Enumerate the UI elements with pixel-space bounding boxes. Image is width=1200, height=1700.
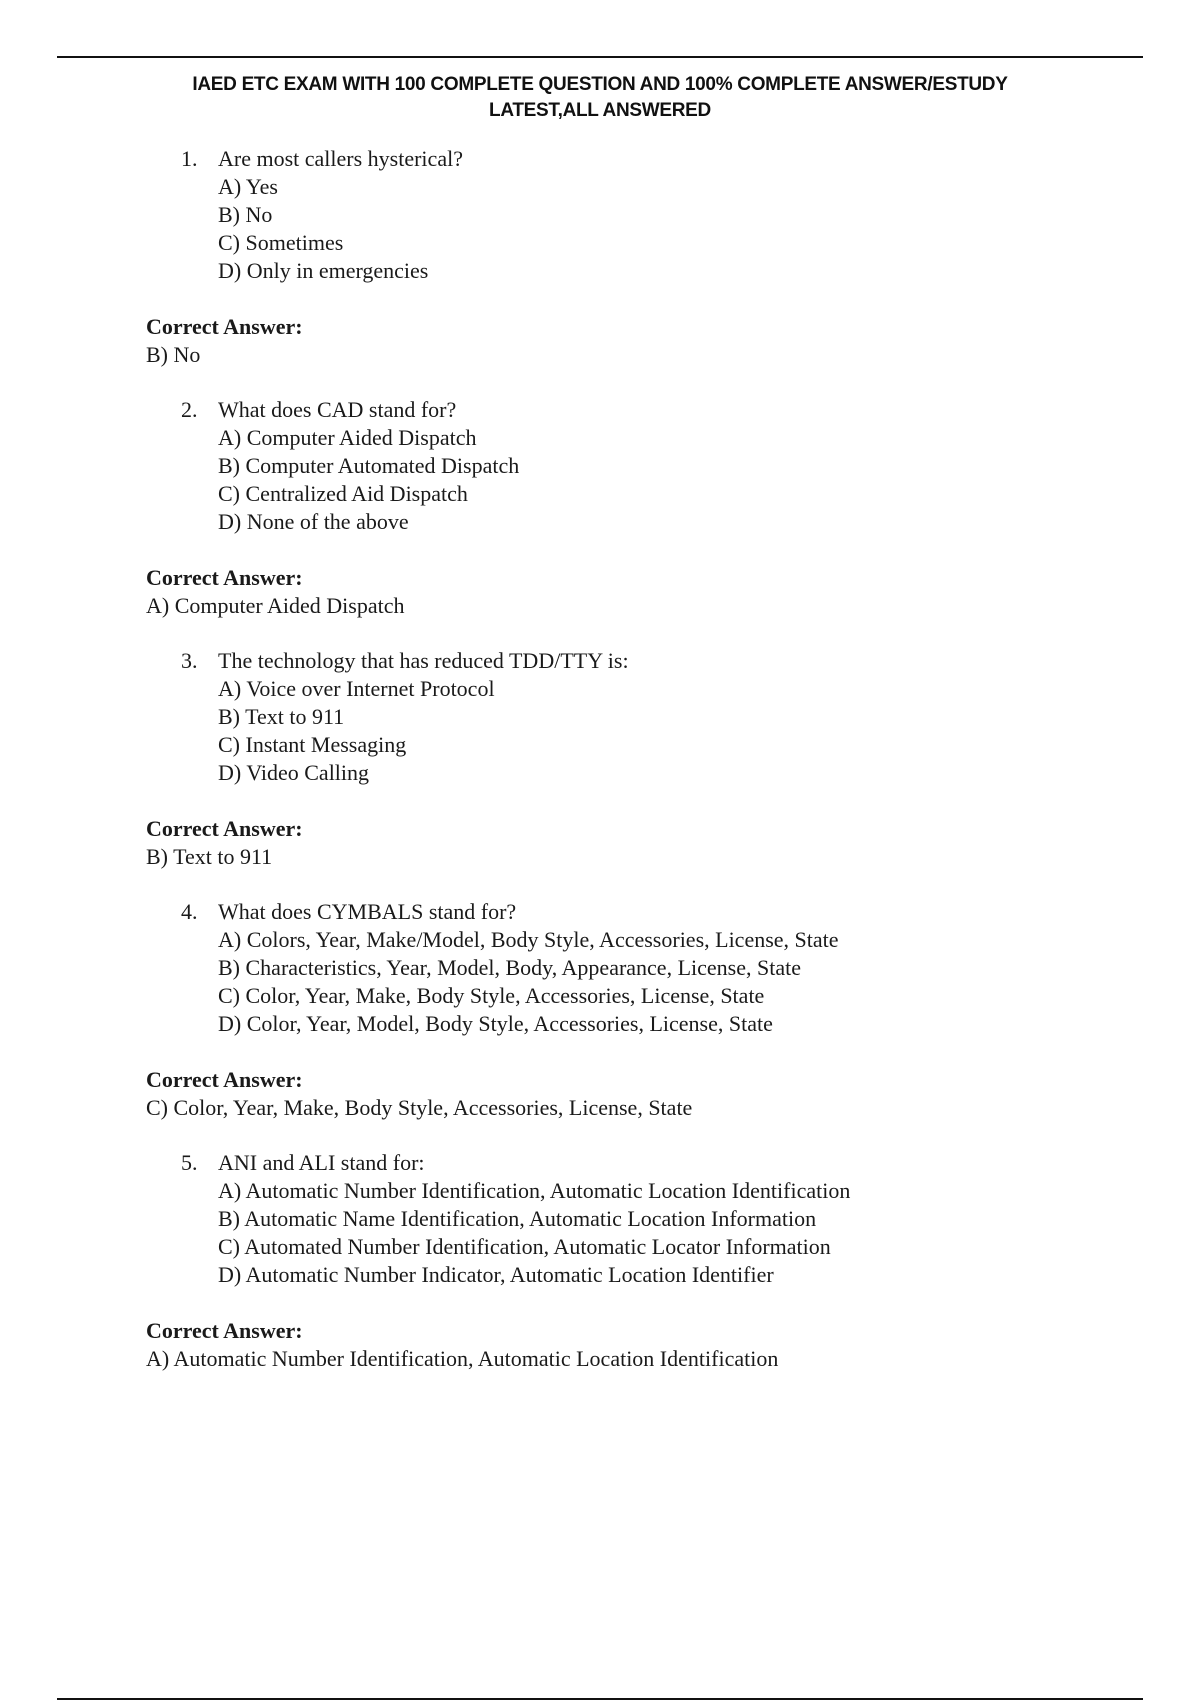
question-text: Are most callers hysterical? bbox=[218, 146, 463, 171]
question-1 bbox=[0, 145, 1200, 173]
correct-answer: C) Color, Year, Make, Body Style, Accessories, License, State bbox=[146, 1095, 693, 1120]
option-d: D) Video Calling bbox=[218, 760, 370, 785]
question-number: 2. bbox=[181, 397, 198, 422]
top-rule bbox=[57, 56, 1143, 58]
question-text: What does CAD stand for? bbox=[218, 397, 457, 422]
question-block-1 bbox=[0, 145, 1200, 369]
correct-answer: A) Computer Aided Dispatch bbox=[146, 593, 405, 618]
option-list bbox=[0, 424, 1200, 536]
option-c: C) Color, Year, Make, Body Style, Accessories, License, State bbox=[218, 983, 765, 1008]
option-b: B) No bbox=[218, 202, 273, 227]
option-list bbox=[0, 1177, 1200, 1289]
question-2 bbox=[0, 396, 1200, 424]
correct-answer-heading: Correct Answer: bbox=[146, 565, 303, 590]
question-number: 5. bbox=[181, 1150, 198, 1175]
option-c: C) Instant Messaging bbox=[218, 732, 407, 757]
question-number: 4. bbox=[181, 899, 198, 924]
option-c: C) Centralized Aid Dispatch bbox=[218, 481, 468, 506]
option-list bbox=[0, 173, 1200, 285]
option-list bbox=[0, 926, 1200, 1038]
correct-answer-heading: Correct Answer: bbox=[146, 816, 303, 841]
question-block-3 bbox=[0, 647, 1200, 871]
question-list bbox=[0, 145, 1200, 1400]
question-number: 3. bbox=[181, 648, 198, 673]
correct-answer-heading: Correct Answer: bbox=[146, 1067, 303, 1092]
question-block-5 bbox=[0, 1149, 1200, 1373]
option-d: D) None of the above bbox=[218, 509, 409, 534]
option-list bbox=[0, 675, 1200, 787]
option-d: D) Only in emergencies bbox=[218, 258, 429, 283]
correct-answer: B) Text to 911 bbox=[146, 844, 273, 869]
option-b: B) Automatic Name Identification, Automatic Location Information bbox=[218, 1206, 817, 1231]
question-number: 1. bbox=[181, 146, 198, 171]
question-text: ANI and ALI stand for: bbox=[218, 1150, 425, 1175]
option-d: D) Color, Year, Model, Body Style, Accessories, License, State bbox=[218, 1011, 773, 1036]
question-block-4 bbox=[0, 898, 1200, 1122]
option-b: B) Characteristics, Year, Model, Body, Appearance, License, State bbox=[218, 955, 801, 980]
question-4 bbox=[0, 898, 1200, 926]
question-text: What does CYMBALS stand for? bbox=[218, 899, 517, 924]
option-a: A) Automatic Number Identification, Automatic Location Identification bbox=[218, 1178, 851, 1203]
question-5 bbox=[0, 1149, 1200, 1177]
option-a: A) Yes bbox=[218, 174, 278, 199]
option-a: A) Voice over Internet Protocol bbox=[218, 676, 495, 701]
option-a: A) Computer Aided Dispatch bbox=[218, 425, 477, 450]
correct-answer: B) No bbox=[146, 342, 201, 367]
question-block-2 bbox=[0, 396, 1200, 620]
option-b: B) Computer Automated Dispatch bbox=[218, 453, 520, 478]
option-a: A) Colors, Year, Make/Model, Body Style, Accessories, License, State bbox=[218, 927, 839, 952]
question-3 bbox=[0, 647, 1200, 675]
document-title: IAED ETC EXAM WITH 100 COMPLETE QUESTION AND 100% COMPLETE ANSWER/ESTUDY LATEST,ALL ANSWERED bbox=[192, 74, 1008, 121]
correct-answer-heading: Correct Answer: bbox=[146, 1318, 303, 1343]
option-c: C) Sometimes bbox=[218, 230, 344, 255]
question-text: The technology that has reduced TDD/TTY is: bbox=[218, 648, 629, 673]
option-d: D) Automatic Number Indicator, Automatic Location Identifier bbox=[218, 1262, 774, 1287]
option-c: C) Automated Number Identification, Automatic Locator Information bbox=[218, 1234, 831, 1259]
correct-answer-heading: Correct Answer: bbox=[146, 314, 303, 339]
option-b: B) Text to 911 bbox=[218, 704, 345, 729]
correct-answer: A) Automatic Number Identification, Automatic Location Identification bbox=[146, 1346, 779, 1371]
